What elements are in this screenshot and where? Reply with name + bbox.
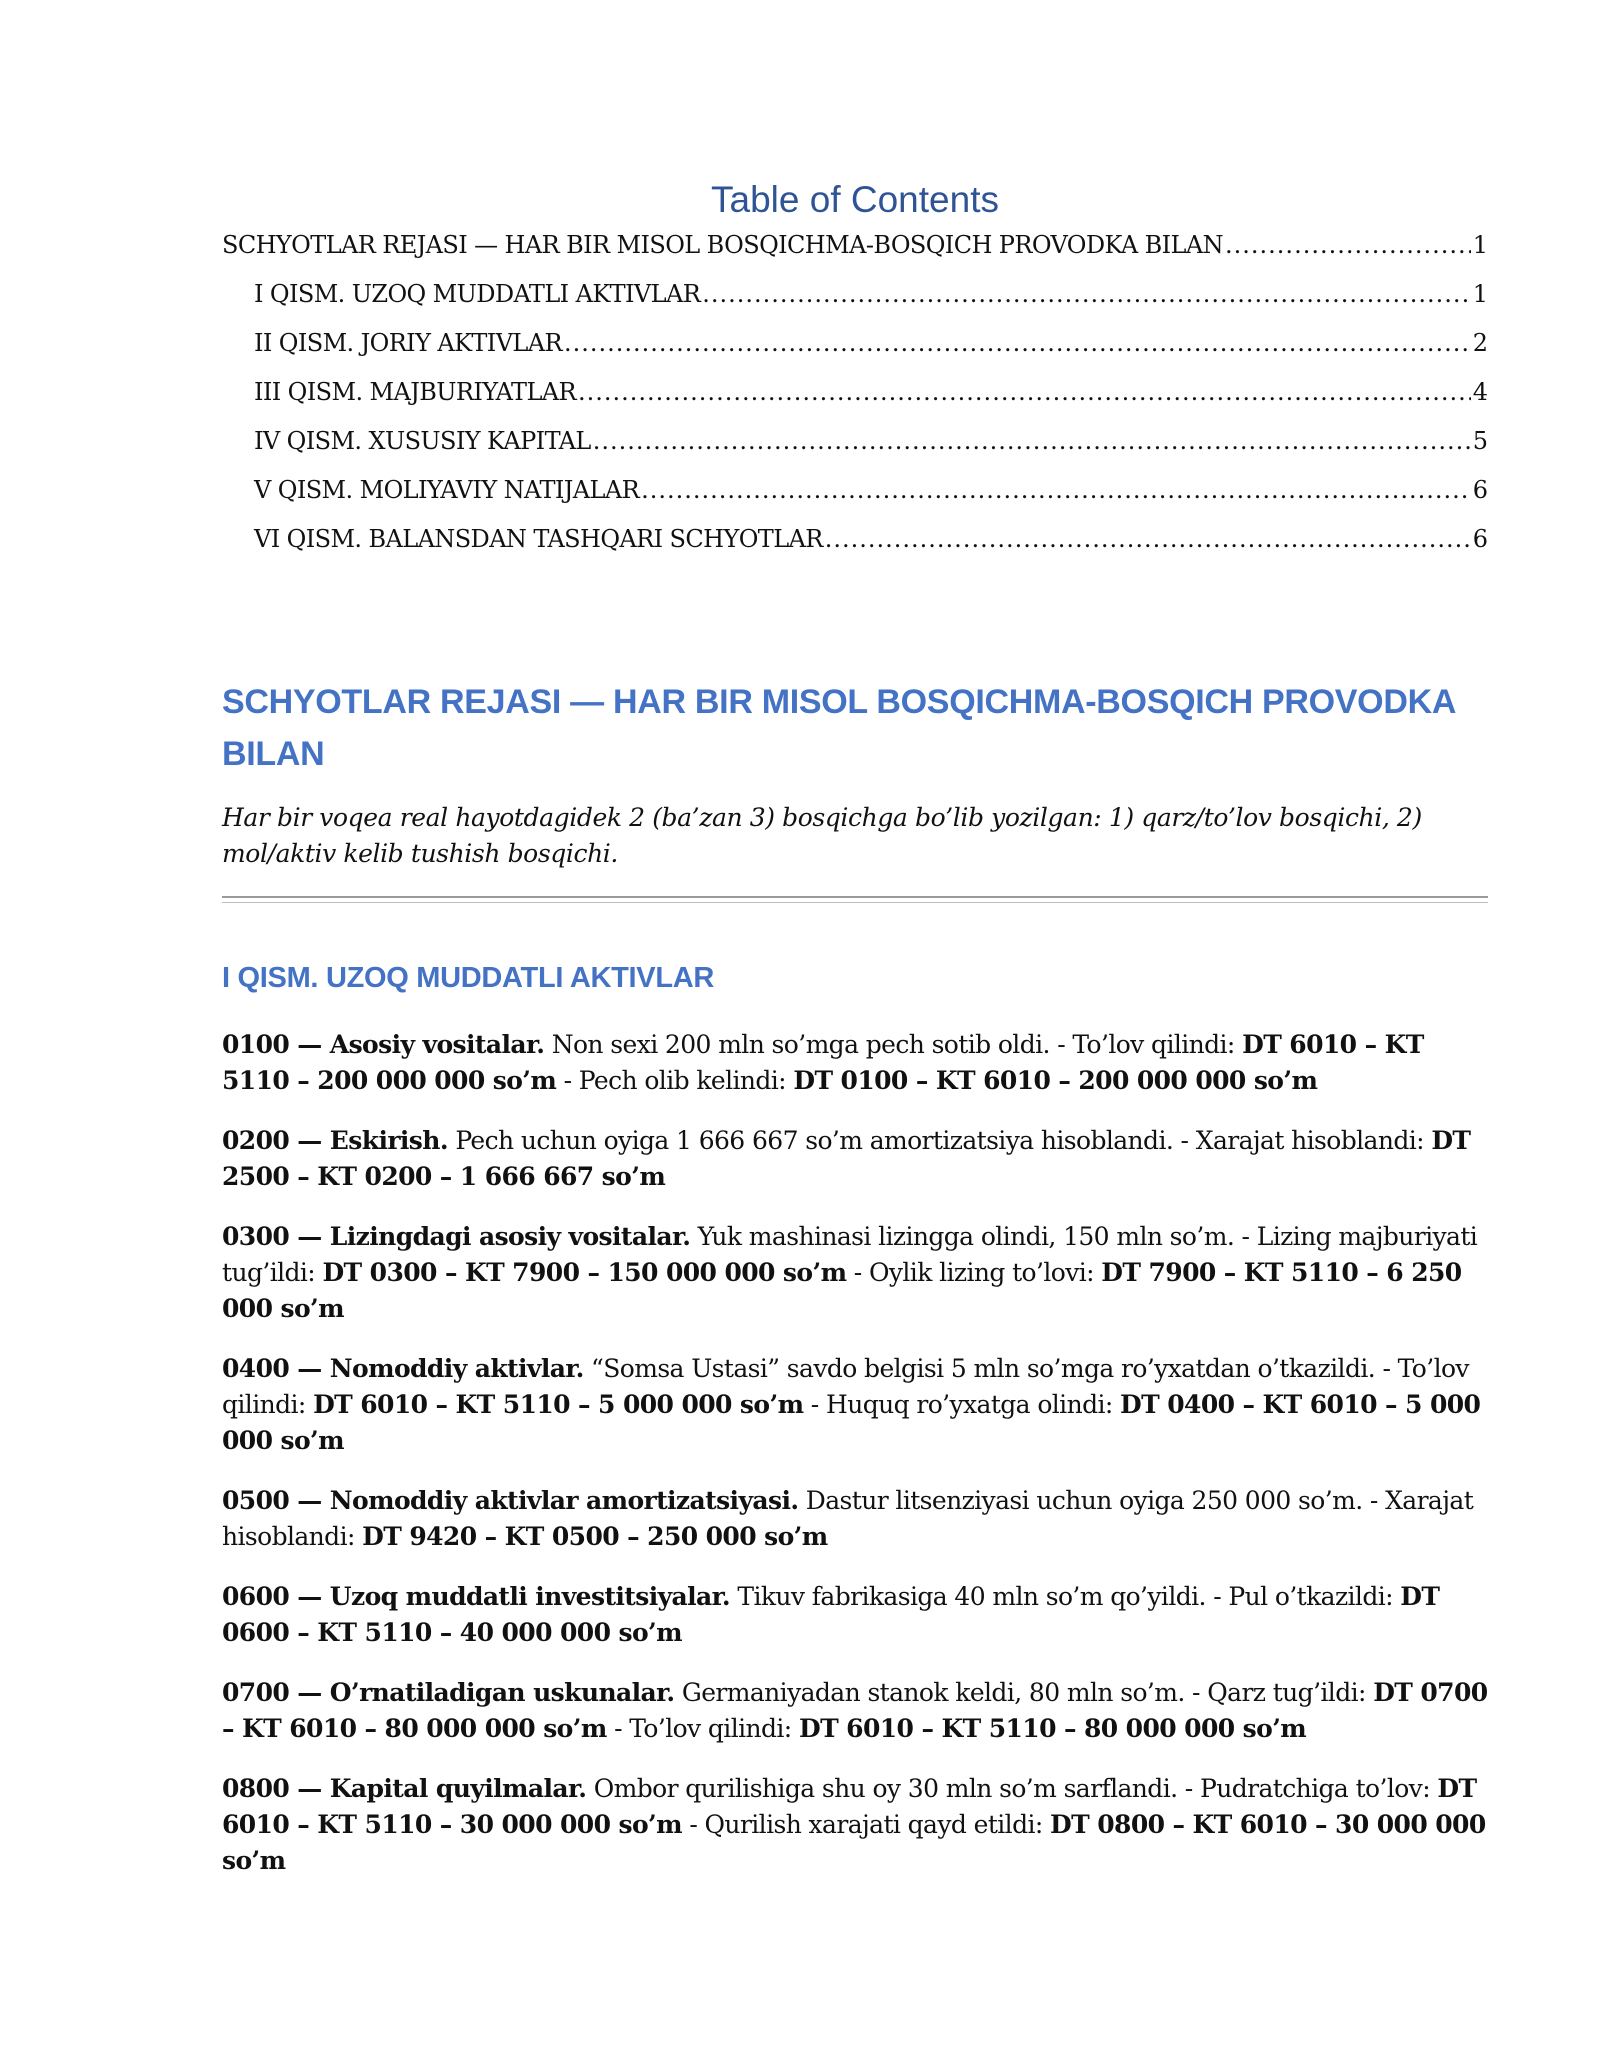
entry-head: 0800 — Kapital quyilmalar. — [222, 1774, 587, 1803]
entry-text: - Oylik lizing to’lovi: — [846, 1258, 1102, 1287]
toc-entry[interactable] — [222, 525, 1488, 574]
entry-posting: DT 6010 – KT 5110 – 30 000 000 so’m — [222, 1774, 1477, 1839]
toc-entry-label: II QISM. JORIY AKTIVLAR — [254, 329, 562, 357]
entry-posting: DT 0800 – KT 6010 – 30 000 000 so’m — [222, 1810, 1486, 1875]
entry-text: - To’lov qilindi: — [606, 1714, 799, 1743]
entry-head: 0600 — Uzoq muddatli investitsiyalar. — [222, 1582, 731, 1611]
toc-entry-label: IV QISM. XUSUSIY KAPITAL — [254, 427, 591, 455]
toc-leader-dots — [1225, 231, 1471, 259]
toc-entry-label: III QISM. MAJBURIYATLAR — [254, 378, 576, 406]
entry-text: “Somsa Ustasi” savdo belgisi 5 mln so’mga ro’yxatdan o’tkazildi. - To’lov qilindi: — [222, 1354, 1469, 1419]
entry-posting: DT 6010 – KT 5110 – 200 000 000 so’m — [222, 1030, 1424, 1095]
toc-entry-label: V QISM. MOLIYAVIY NATIJALAR — [254, 476, 640, 504]
toc-entry-page: 6 — [1472, 525, 1488, 553]
entry-posting: DT 2500 – KT 0200 – 1 666 667 so’m — [222, 1126, 1471, 1191]
entry-text: - Huquq ro’yxatga olindi: — [803, 1390, 1121, 1419]
toc-leader-dots — [641, 476, 1471, 504]
entry-head: 0400 — Nomoddiy aktivlar. — [222, 1354, 584, 1383]
account-entry — [222, 1771, 1488, 1879]
entry-posting: DT 9420 – KT 0500 – 250 000 so’m — [362, 1522, 828, 1551]
entry-text: Non sexi 200 mln so’mga pech sotib oldi. - To’lov qilindi: — [544, 1030, 1243, 1059]
toc-entry-label: SCHYOTLAR REJASI — HAR BIR MISOL BOSQICHMA-BOSQICH PROVODKA BILAN — [222, 231, 1224, 259]
toc-leader-dots — [578, 378, 1471, 406]
account-entry — [222, 1219, 1488, 1327]
entry-text: Germaniyadan stanok keldi, 80 mln so’m. - Qarz tug’ildi: — [674, 1678, 1374, 1707]
toc-title: Table of Contents — [711, 179, 999, 220]
entry-posting: DT 0400 – KT 6010 – 5 000 000 so’m — [222, 1390, 1481, 1455]
entry-head: 0200 — Eskirish. — [222, 1126, 448, 1155]
entry-text: Dastur litsenziyasi uchun oyiga 250 000 so’m. - Xarajat hisoblandi: — [222, 1486, 1474, 1551]
toc-entry-page: 1 — [1472, 231, 1488, 259]
entry-posting: DT 0700 – KT 6010 – 80 000 000 so’m — [222, 1678, 1488, 1743]
toc-leader-dots — [825, 525, 1471, 553]
entry-posting: DT 7900 – KT 5110 – 6 250 000 so’m — [222, 1258, 1462, 1323]
entry-head: 0700 — O’rnatiladigan uskunalar. — [222, 1678, 675, 1707]
toc-entry[interactable] — [222, 476, 1488, 525]
entry-text: Pech uchun oyiga 1 666 667 so’m amortizatsiya hisoblandi. - Xarajat hisoblandi: — [447, 1126, 1432, 1155]
entry-text: - Pech olib kelindi: — [556, 1066, 794, 1095]
toc-entry-page: 2 — [1472, 329, 1488, 357]
entry-posting: DT 0300 – KT 7900 – 150 000 000 so’m — [322, 1258, 847, 1287]
entry-head: 0500 — Nomoddiy aktivlar amortizatsiyasi. — [222, 1486, 799, 1515]
toc-entry[interactable] — [222, 280, 1488, 329]
entry-posting: DT 0600 – KT 5110 – 40 000 000 so’m — [222, 1582, 1440, 1647]
toc-entry-label: I QISM. UZOQ MUDDATLI AKTIVLAR — [254, 280, 701, 308]
account-entry — [222, 1351, 1488, 1459]
horizontal-rule — [222, 896, 1488, 903]
toc-entry-page: 6 — [1472, 476, 1488, 504]
intro-paragraph: Har bir voqea real hayotdagidek 2 (ba’zan 3) bosqichga bo’lib yozilgan: 1) qarz/to’lov bosqichi, 2) mol/aktiv kelib tushish bosqichi. — [222, 803, 1422, 868]
entry-head: 0300 — Lizingdagi asosiy vositalar. — [222, 1222, 691, 1251]
entry-text: - Qurilish xarajati qayd etildi: — [682, 1810, 1051, 1839]
entry-text: Ombor qurilishiga shu oy 30 mln so’m sarflandi. - Pudratchiga to’lov: — [586, 1774, 1438, 1803]
entry-posting: DT 0100 – KT 6010 – 200 000 000 so’m — [793, 1066, 1318, 1095]
account-entry — [222, 1027, 1488, 1099]
account-entry — [222, 1579, 1488, 1651]
toc-entry[interactable] — [222, 329, 1488, 378]
toc-entry-label: VI QISM. BALANSDAN TASHQARI SCHYOTLAR — [254, 525, 823, 553]
account-entry — [222, 1123, 1488, 1195]
entry-text: Tikuv fabrikasiga 40 mln so’m qo’yildi. - Pul o’tkazildi: — [730, 1582, 1401, 1611]
toc-entry[interactable] — [222, 231, 1488, 280]
entry-text: Yuk mashinasi lizingga olindi, 150 mln so’m. - Lizing majburiyati tug’ildi: — [222, 1222, 1478, 1287]
toc-entry-page: 1 — [1472, 280, 1488, 308]
main-heading: SCHYOTLAR REJASI — HAR BIR MISOL BOSQICHMA-BOSQICH PROVODKA BILAN — [222, 683, 1455, 773]
toc-leader-dots — [593, 427, 1471, 455]
toc-entry-page: 4 — [1472, 378, 1488, 406]
section-heading: I QISM. UZOQ MUDDATLI AKTIVLAR — [222, 962, 715, 994]
toc-entry[interactable] — [222, 427, 1488, 476]
toc-leader-dots — [702, 280, 1471, 308]
account-entry — [222, 1675, 1488, 1747]
toc-entry-page: 5 — [1472, 427, 1488, 455]
toc-leader-dots — [564, 329, 1471, 357]
entry-head: 0100 — Asosiy vositalar. — [222, 1030, 545, 1059]
entry-posting: DT 6010 – KT 5110 – 5 000 000 so’m — [313, 1390, 804, 1419]
account-entry — [222, 1483, 1488, 1555]
account-entries — [222, 1027, 1488, 1903]
entry-posting: DT 6010 – KT 5110 – 80 000 000 so’m — [798, 1714, 1307, 1743]
toc-entry[interactable] — [222, 378, 1488, 427]
table-of-contents — [222, 231, 1488, 574]
